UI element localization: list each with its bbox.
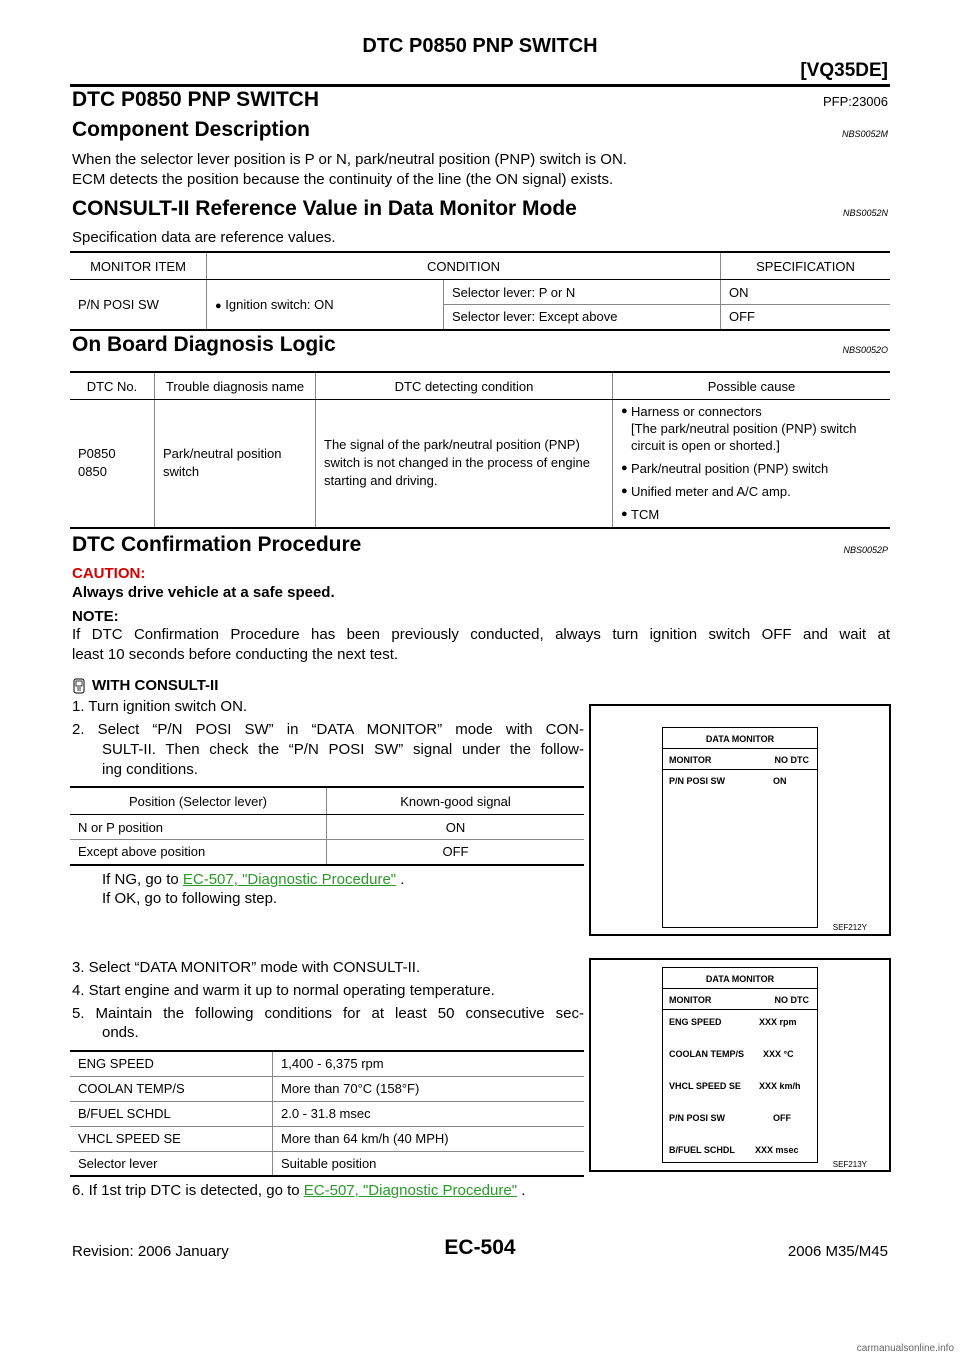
cause-item: ● Park/neutral position (PNP) switch [621, 461, 829, 477]
ng-line [102, 870, 404, 890]
step-6 [72, 1181, 525, 1201]
col-header: MONITOR ITEM [70, 252, 207, 280]
condition-item: COOLAN TEMP/S [70, 1076, 273, 1101]
col-header: DTC No. [70, 372, 155, 400]
dtc-number: P0850 [78, 446, 116, 462]
dtc-number-cell [70, 400, 155, 528]
col-header: DTC detecting condition [316, 372, 613, 400]
trouble-name-line: switch [163, 464, 200, 480]
screen-col-monitor: MONITOR [669, 995, 712, 1005]
condition-value: More than 64 km/h (40 MPH) [273, 1126, 585, 1151]
step-1: 1. Turn ignition switch ON. [72, 698, 248, 715]
col-header: Position (Selector lever) [70, 787, 327, 815]
section-title: DTC P0850 PNP SWITCH [72, 88, 320, 111]
step-2-line-3: ing conditions. [102, 761, 198, 778]
col-header: CONDITION [207, 252, 721, 280]
condition-item: B/FUEL SCHDL [70, 1101, 273, 1126]
with-consult-line [72, 677, 218, 694]
consult-ref-heading: CONSULT-II Reference Value in Data Monitor Mode [72, 197, 577, 220]
component-heading: Component Description [72, 118, 311, 141]
confirm-heading: DTC Confirmation Procedure [72, 533, 362, 556]
screen-item-name: COOLAN TEMP/S [669, 1049, 745, 1059]
cause-continuation: [The park/neutral position (PNP) switch [631, 421, 857, 437]
monitor-screen-1 [662, 727, 818, 928]
figure-data-monitor-1 [589, 704, 891, 936]
diagnostic-procedure-link[interactable]: EC-507, "Diagnostic Procedure" [182, 871, 397, 888]
vehicle-model: 2006 M35/M45 [787, 1243, 888, 1260]
pfp-code: PFP:23006 [822, 94, 888, 109]
note-label: NOTE: [72, 608, 119, 625]
condition-value: Suitable position [273, 1151, 585, 1176]
ng-suffix: . [396, 871, 405, 888]
screen-divider [663, 748, 817, 749]
caution-label: CAUTION: [72, 565, 146, 582]
note-line-2: least 10 seconds before conducting the next test. [72, 646, 399, 663]
condition-text: Ignition switch: ON [225, 296, 334, 312]
with-consult-label: WITH CONSULT-II [92, 677, 219, 694]
obd-code: NBS0052O [842, 345, 888, 355]
screen-item-value: XXX km/h [759, 1081, 801, 1091]
figure-data-monitor-2 [589, 958, 891, 1172]
cause-item: ● Unified meter and A/C amp. [621, 484, 791, 500]
consult-ref-code: NBS0052N [842, 208, 888, 218]
step-6-suffix: . [517, 1182, 526, 1199]
diagnostic-procedure-link[interactable]: EC-507, "Diagnostic Procedure" [303, 1182, 518, 1199]
component-line-1: When the selector lever position is P or N, park/neutral position (PNP) switch is ON. [72, 151, 627, 168]
cause-continuation: circuit is open or shorted.] [631, 438, 780, 454]
sub-condition: Selector lever: P or N [444, 280, 721, 305]
obd-table [70, 371, 890, 529]
spec-value: OFF [721, 305, 891, 330]
detect-condition-line: switch is not changed in the process of engine [324, 455, 590, 471]
cause-item: ● Harness or connectors [621, 404, 762, 420]
col-header: Possible cause [613, 372, 891, 400]
position-cell: Except above position [70, 840, 327, 865]
step-6-prefix: 6. If 1st trip DTC is detected, go to [72, 1182, 304, 1199]
screen-item-name: P/N POSI SW [669, 776, 726, 786]
header-rule [70, 84, 890, 87]
screen-item-name: VHCL SPEED SE [669, 1081, 741, 1091]
condition-value: More than 70°C (158°F) [273, 1076, 585, 1101]
screen-item-value: XXX rpm [759, 1017, 797, 1027]
sub-condition: Selector lever: Except above [444, 305, 721, 330]
figure-ref: SEF213Y [832, 1160, 867, 1169]
col-header: Known-good signal [327, 787, 585, 815]
consult-ref-table [70, 251, 890, 331]
screen-item-value: XXX msec [755, 1145, 799, 1155]
component-code: NBS0052M [841, 129, 888, 139]
step-3: 3. Select “DATA MONITOR” mode with CONSULT-II. [72, 959, 421, 976]
col-header: Trouble diagnosis name [155, 372, 316, 400]
screen-col-nodtc: NO DTC [774, 755, 809, 765]
monitor-item: P/N POSI SW [70, 280, 207, 330]
detect-condition-line: starting and driving. [324, 473, 438, 489]
condition-item: ENG SPEED [70, 1051, 273, 1076]
note-line-1: If DTC Confirmation Procedure has been previously conducted, always turn ignition switch OFF and wait at [72, 626, 890, 643]
consult-ref-intro: Specification data are reference values. [72, 229, 336, 246]
screen-item-name: B/FUEL SCHDL [669, 1145, 735, 1155]
ok-line: If OK, go to following step. [102, 890, 278, 907]
screen-title: DATA MONITOR [705, 974, 775, 984]
screen-item-name: ENG SPEED [669, 1017, 722, 1027]
signal-cell: ON [327, 815, 585, 840]
step-5-line-1: 5. Maintain the following conditions for at least 50 consecutive sec- [72, 1005, 584, 1022]
screen-col-monitor: MONITOR [669, 755, 712, 765]
condition-item: Selector lever [70, 1151, 273, 1176]
detect-condition-cell [316, 400, 613, 528]
condition-value: 2.0 - 31.8 msec [273, 1101, 585, 1126]
dtc-number-alt: 0850 [78, 464, 107, 480]
condition-cell: ● Ignition switch: ON [207, 280, 444, 330]
screen-item-value: ON [773, 776, 787, 786]
step-4: 4. Start engine and warm it up to normal operating temperature. [72, 982, 495, 999]
screen-col-nodtc: NO DTC [774, 995, 809, 1005]
signal-cell: OFF [327, 840, 585, 865]
screen-item-value: OFF [773, 1113, 791, 1123]
screen-item-name: P/N POSI SW [669, 1113, 726, 1123]
monitor-screen-2 [662, 967, 818, 1163]
condition-value: 1,400 - 6,375 rpm [273, 1051, 585, 1076]
screen-item-value: XXX °C [763, 1049, 794, 1059]
page-number: EC-504 [444, 1236, 516, 1259]
engine-code: [VQ35DE] [800, 60, 888, 81]
watermark: carmanualsonline.info [856, 1343, 954, 1354]
position-table [70, 786, 584, 866]
caution-text: Always drive vehicle at a safe speed. [72, 584, 335, 601]
obd-heading: On Board Diagnosis Logic [72, 333, 336, 356]
revision-date: Revision: 2006 January [72, 1243, 229, 1260]
consult-tool-icon [72, 678, 86, 694]
condition-item: VHCL SPEED SE [70, 1126, 273, 1151]
step-5-line-2: onds. [102, 1024, 139, 1041]
detect-condition-line: The signal of the park/neutral position (PNP) [324, 437, 580, 453]
confirm-code: NBS0052P [843, 545, 888, 555]
cause-item: ● TCM [621, 507, 660, 523]
step-2-line-2: SULT-II. Then check the “P/N POSI SW” signal under the follow- [102, 741, 584, 758]
col-header: SPECIFICATION [721, 252, 891, 280]
position-cell: N or P position [70, 815, 327, 840]
trouble-name-line: Park/neutral position [163, 446, 282, 462]
possible-cause-cell [613, 400, 891, 528]
screen-divider [663, 1009, 817, 1010]
component-line-2: ECM detects the position because the continuity of the line (the ON signal) exists. [72, 171, 614, 188]
running-title: DTC P0850 PNP SWITCH [362, 35, 598, 57]
figure-ref: SEF212Y [832, 923, 867, 932]
spec-value: ON [721, 280, 891, 305]
screen-divider [663, 988, 817, 989]
screen-divider [663, 769, 817, 770]
condition-table [70, 1050, 584, 1177]
trouble-name-cell [155, 400, 316, 528]
ng-prefix: If NG, go to [102, 871, 183, 888]
step-2-line-1: 2. Select “P/N POSI SW” in “DATA MONITOR” mode with CON- [72, 721, 584, 738]
screen-title: DATA MONITOR [705, 734, 775, 744]
